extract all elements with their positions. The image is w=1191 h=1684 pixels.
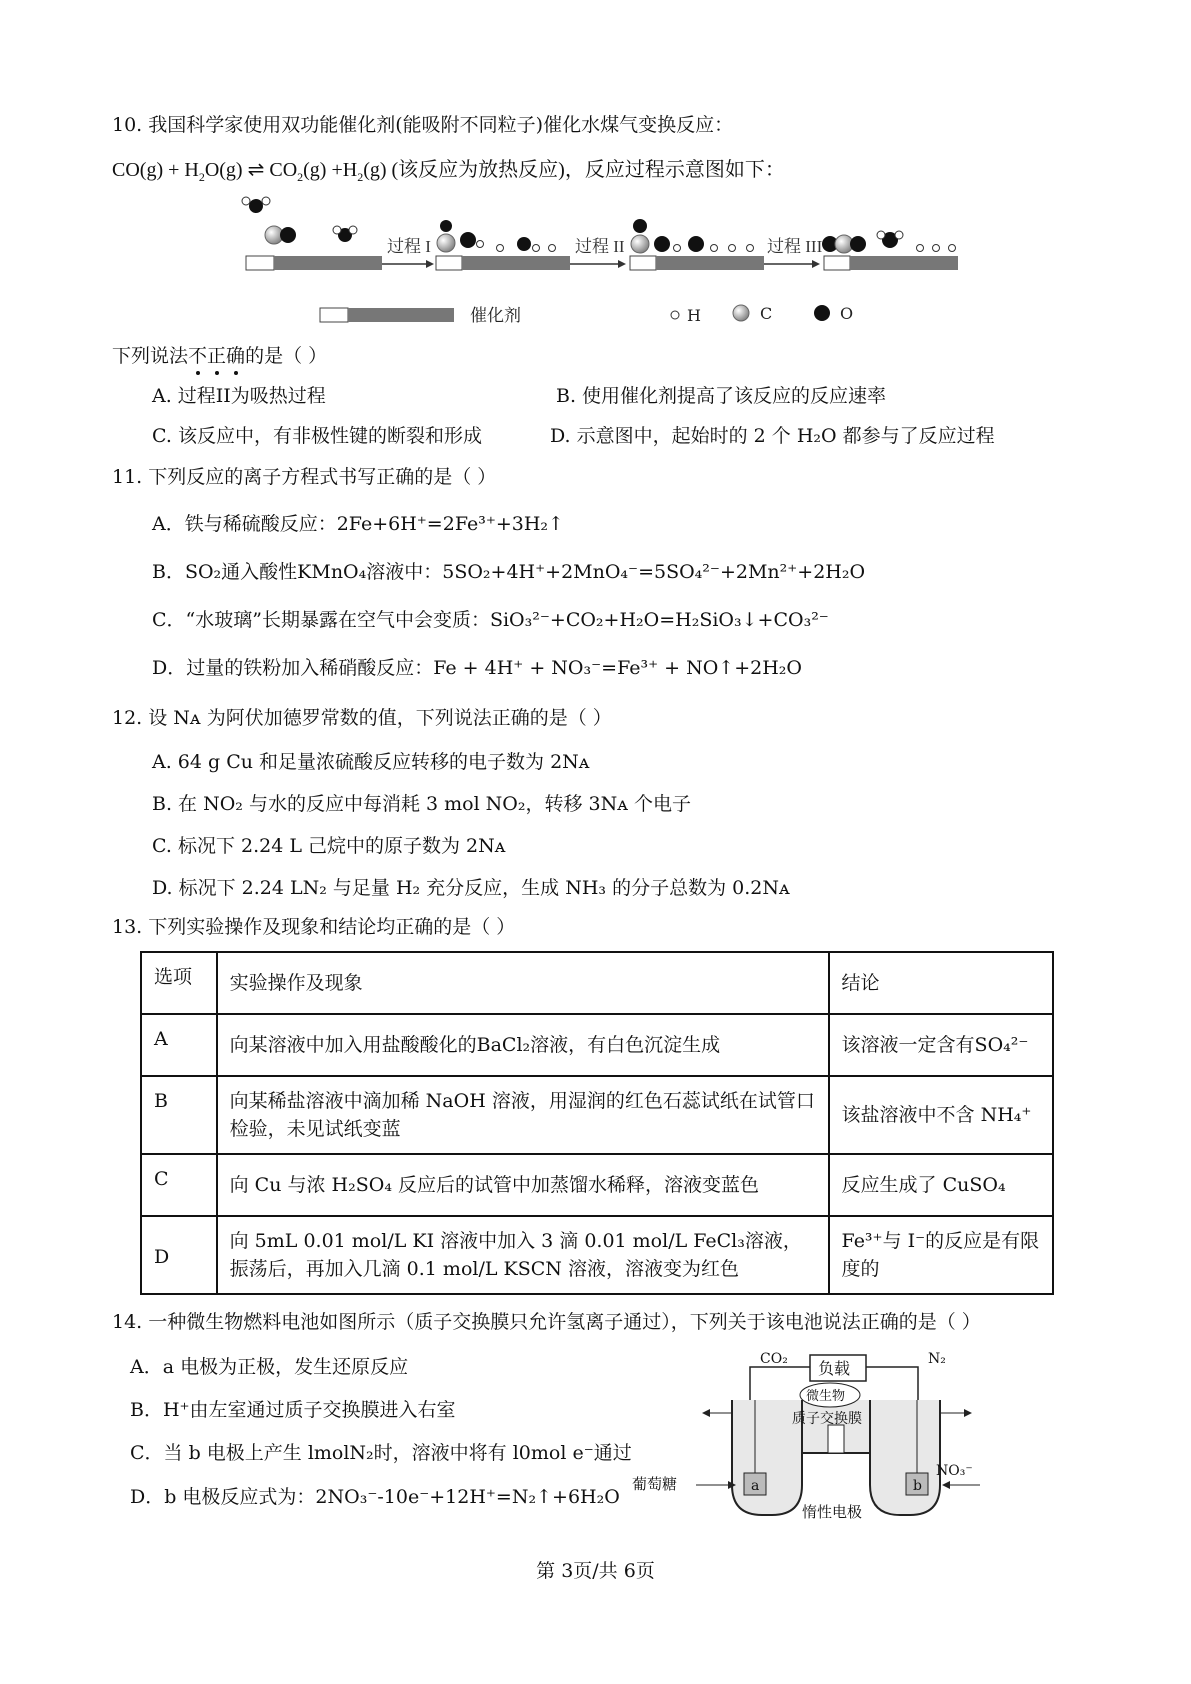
q11-option-c: C．“水玻璃”长期暴露在空气中会变质：SiO₃²⁻+CO₂+H₂O=H₂SiO₃↓+CO₃²⁻ — [152, 609, 829, 631]
q11-option-a: A．铁与稀硫酸反应：2Fe+6H⁺=2Fe³⁺+3H₂↑ — [152, 513, 564, 535]
table-header: 结论 — [829, 952, 1053, 1014]
table-cell-key: A — [141, 1014, 217, 1076]
process-1-label: 过程 I — [387, 237, 431, 256]
table-cell-conclusion: 反应生成了 CuSO₄ — [829, 1154, 1053, 1216]
table-cell-key: D — [141, 1216, 217, 1294]
experiment-table — [140, 951, 1054, 1295]
svg-text:催化剂: 催化剂 — [470, 306, 521, 326]
page-footer: 第 3页/共 6页 — [536, 1560, 655, 1582]
reaction-process-diagram — [230, 188, 990, 328]
q10-option-c: C. 该反应中，有非极性键的断裂和形成 — [152, 425, 482, 447]
q14-option-c: C．当 b 电极上产生 lmolN₂时，溶液中将有 l0mol e⁻通过 — [130, 1442, 632, 1464]
q12-option-a: A. 64 g Cu 和足量浓硫酸反应转移的电子数为 2Nᴀ — [152, 751, 590, 773]
q10-option-d: D. 示意图中，起始时的 2 个 H₂O 都参与了反应过程 — [550, 425, 995, 447]
svg-text:H: H — [687, 306, 701, 325]
svg-text:NO₃⁻: NO₃⁻ — [936, 1463, 973, 1479]
q10-option-a: A. 过程II为吸热过程 — [152, 385, 326, 407]
table-cell-conclusion: 该盐溶液中不含 NH₄⁺ — [829, 1076, 1053, 1154]
proton-exchange-membrane — [828, 1425, 844, 1453]
table-header: 实验操作及现象 — [217, 952, 829, 1014]
q11-option-b: B．SO₂通入酸性KMnO₄溶液中：5SO₂+4H⁺+2MnO₄⁻=5SO₄²⁻+2Mn²⁺+2H₂O — [152, 561, 866, 583]
table-cell-operation: 向 Cu 与浓 H₂SO₄ 反应后的试管中加蒸馏水稀释，溶液变蓝色 — [217, 1154, 829, 1216]
table-header-row — [141, 952, 1053, 1014]
svg-text:CO₂: CO₂ — [760, 1351, 788, 1367]
fuel-cell-diagram — [632, 1345, 1000, 1525]
q11-stem: 11. 下列反应的离子方程式书写正确的是（ ） — [112, 466, 497, 488]
svg-text:惰性电极: 惰性电极 — [802, 1503, 863, 1521]
q13-stem: 13. 下列实验操作及现象和结论均正确的是（ ） — [112, 916, 516, 938]
table-cell-conclusion: 该溶液一定含有SO₄²⁻ — [829, 1014, 1053, 1076]
process-2-label: 过程 II — [575, 237, 625, 256]
table-row — [141, 1076, 1053, 1154]
svg-text:O: O — [840, 304, 854, 323]
q11-option-d: D．过量的铁粉加入稀硝酸反应：Fe + 4H⁺ + NO₃⁻=Fe³⁺ + NO↑+2H₂O — [152, 657, 802, 679]
table-row — [141, 1154, 1053, 1216]
svg-text:质子交换膜: 质子交换膜 — [792, 1411, 862, 1427]
q12-option-b: B. 在 NO₂ 与水的反应中每消耗 3 mol NO₂，转移 3Nᴀ 个电子 — [152, 793, 692, 815]
q10-option-b: B. 使用催化剂提高了该反应的反应速率 — [556, 385, 887, 407]
table-cell-operation: 向 5mL 0.01 mol/L KI 溶液中加入 3 滴 0.01 mol/L FeCl₃溶液，振荡后，再加入几滴 0.1 mol/L KSCN 溶液，溶液变为红色 — [217, 1216, 829, 1294]
table-cell-key: B — [141, 1076, 217, 1154]
svg-text:a: a — [751, 1478, 760, 1494]
svg-text:微生物: 微生物 — [806, 1389, 846, 1404]
svg-text:C: C — [760, 304, 773, 323]
q12-option-d: D. 标况下 2.24 LN₂ 与足量 H₂ 充分反应，生成 NH₃ 的分子总数为 0.2Nᴀ — [152, 877, 790, 899]
q14-option-d: D．b 电极反应式为：2NO₃⁻-10e⁻+12H⁺=N₂↑+6H₂O — [130, 1486, 620, 1508]
q14-option-a: A．a 电极为正极，发生还原反应 — [130, 1356, 409, 1378]
q12-stem: 12. 设 Nᴀ 为阿伏加德罗常数的值，下列说法正确的是（ ） — [112, 707, 612, 729]
table-cell-key: C — [141, 1154, 217, 1216]
table-row — [141, 1014, 1053, 1076]
svg-text:b: b — [913, 1478, 922, 1494]
table-row — [141, 1216, 1053, 1294]
q14-stem: 14. 一种微生物燃料电池如图所示（质子交换膜只允许氢离子通过），下列关于该电池说法正确的是（ ） — [112, 1311, 981, 1333]
table-cell-operation: 向某稀盐溶液中滴加稀 NaOH 溶液，用湿润的红色石蕊试纸在试管口检验，未见试纸变蓝 — [217, 1076, 829, 1154]
catalyst-1 — [246, 256, 382, 270]
q10-equation: $CO(g) + H_2O(g)$ ⇌ $CO_2(g) +H_2(g)$ (该反应为放热反应)，反应过程示意图如下： — [112, 159, 785, 184]
q10-question: 下列说法不正确的是（ ） — [112, 345, 328, 367]
svg-text:葡萄糖: 葡萄糖 — [632, 1475, 678, 1493]
oxygen-atom — [249, 199, 263, 213]
q10-stem: 10. 我国科学家使用双功能催化剂(能吸附不同粒子)催化水煤气变换反应： — [112, 114, 734, 136]
diagram-legend — [320, 304, 853, 326]
q12-option-c: C. 标况下 2.24 L 己烷中的原子数为 2Nᴀ — [152, 835, 506, 857]
table-cell-operation: 向某溶液中加入用盐酸酸化的BaCl₂溶液，有白色沉淀生成 — [217, 1014, 829, 1076]
table-header: 选项 — [141, 952, 217, 1014]
table-cell-conclusion: Fe³⁺与 I⁻的反应是有限度的 — [829, 1216, 1053, 1294]
q14-option-b: B．H⁺由左室通过质子交换膜进入右室 — [130, 1399, 456, 1421]
svg-text:负载: 负载 — [818, 1359, 851, 1378]
process-3-label: 过程 III — [767, 237, 823, 256]
svg-text:N₂: N₂ — [928, 1351, 946, 1367]
